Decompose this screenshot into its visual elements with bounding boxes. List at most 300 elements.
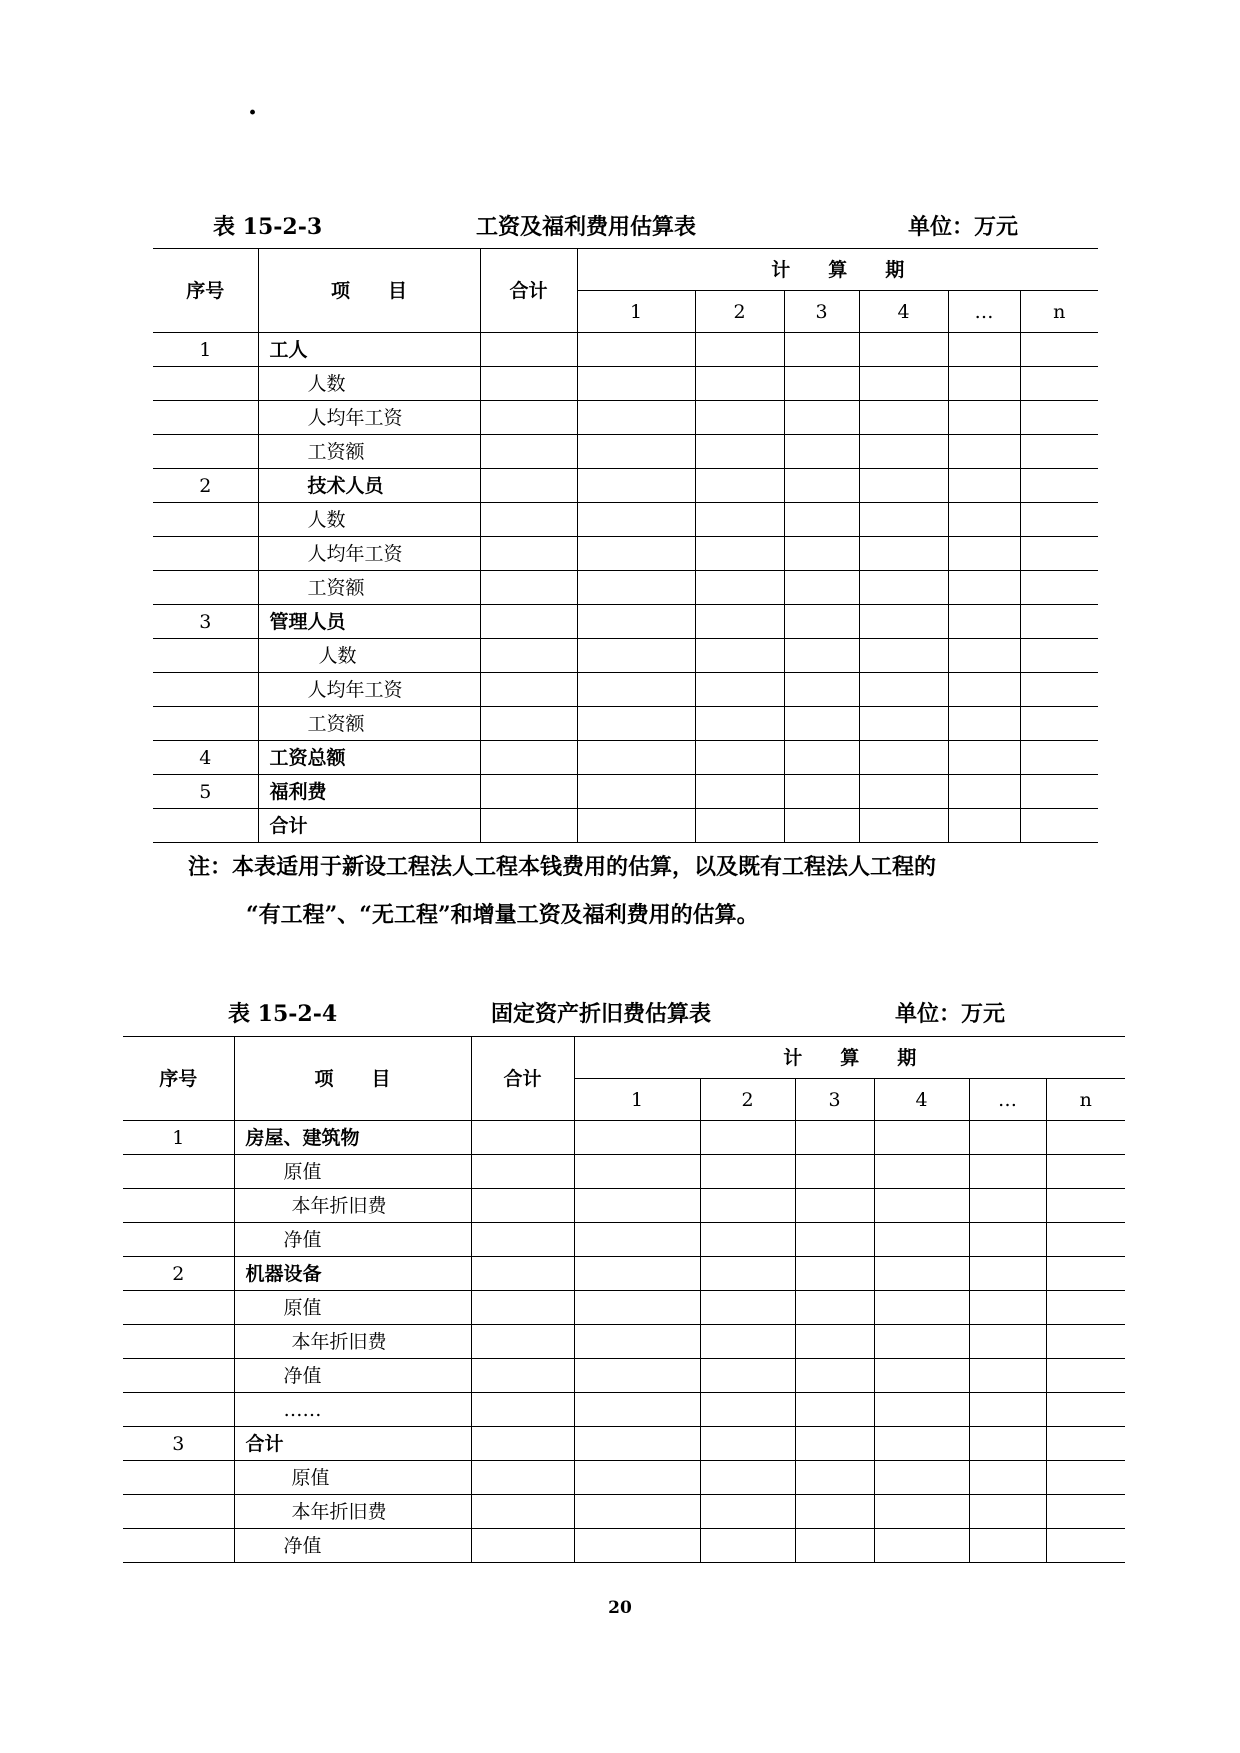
row-period-cell	[1046, 1257, 1125, 1291]
table-row	[153, 605, 1098, 639]
table-row	[123, 1121, 1125, 1155]
row-period-cell	[969, 1529, 1046, 1563]
row-period-cell	[700, 1359, 795, 1393]
row-item-label: 技术人员	[258, 469, 480, 503]
row-period-cell	[948, 775, 1020, 809]
row-period-cell	[695, 571, 784, 605]
row-period-cell	[969, 1325, 1046, 1359]
row-seq: 2	[123, 1257, 234, 1291]
row-period-cell	[695, 435, 784, 469]
row-period-cell	[577, 741, 695, 775]
row-period-cell	[577, 605, 695, 639]
row-period-cell	[695, 673, 784, 707]
table1-period-4: 4	[859, 291, 948, 333]
row-period-cell	[1046, 1393, 1125, 1427]
row-total-cell	[480, 775, 577, 809]
row-period-cell	[784, 707, 859, 741]
row-period-cell	[574, 1121, 700, 1155]
row-period-cell	[948, 537, 1020, 571]
row-period-cell	[577, 435, 695, 469]
row-period-cell	[1046, 1325, 1125, 1359]
row-period-cell	[795, 1291, 874, 1325]
table1-period-n: n	[1020, 291, 1098, 333]
row-seq: 5	[153, 775, 258, 809]
row-total-cell	[471, 1155, 574, 1189]
row-period-cell	[948, 333, 1020, 367]
row-period-cell	[795, 1461, 874, 1495]
row-period-cell	[784, 435, 859, 469]
row-period-cell	[1046, 1359, 1125, 1393]
table2-header-item: 项 目	[234, 1037, 471, 1121]
row-item-label: 房屋、建筑物	[234, 1121, 471, 1155]
row-seq: 1	[123, 1121, 234, 1155]
table2-caption	[123, 997, 1125, 1027]
row-period-cell	[577, 503, 695, 537]
row-period-cell	[574, 1257, 700, 1291]
row-item-label: 管理人员	[258, 605, 480, 639]
row-period-cell	[859, 537, 948, 571]
row-period-cell	[574, 1495, 700, 1529]
table2-period-2: 2	[700, 1079, 795, 1121]
row-period-cell	[1046, 1121, 1125, 1155]
row-total-cell	[480, 673, 577, 707]
row-period-cell	[784, 775, 859, 809]
row-seq: 3	[153, 605, 258, 639]
row-item-label: 工资额	[258, 435, 480, 469]
row-period-cell	[1020, 707, 1098, 741]
row-period-cell	[948, 809, 1020, 843]
row-period-cell	[1020, 503, 1098, 537]
row-item-label: 工资额	[258, 571, 480, 605]
table1-header-seq: 序号	[153, 249, 258, 333]
row-period-cell	[577, 775, 695, 809]
table2-period-ellipsis: …	[969, 1079, 1046, 1121]
row-period-cell	[784, 333, 859, 367]
row-seq	[153, 707, 258, 741]
row-period-cell	[874, 1393, 969, 1427]
row-period-cell	[1020, 605, 1098, 639]
row-period-cell	[795, 1189, 874, 1223]
row-period-cell	[577, 333, 695, 367]
row-period-cell	[969, 1461, 1046, 1495]
row-period-cell	[795, 1393, 874, 1427]
table-row	[153, 537, 1098, 571]
row-period-cell	[1020, 367, 1098, 401]
row-item-label: 人均年工资	[258, 673, 480, 707]
row-period-cell	[784, 367, 859, 401]
row-period-cell	[969, 1155, 1046, 1189]
row-period-cell	[969, 1495, 1046, 1529]
row-item-label: 净值	[234, 1529, 471, 1563]
table-row	[123, 1461, 1125, 1495]
row-seq	[123, 1495, 234, 1529]
row-period-cell	[784, 809, 859, 843]
row-total-cell	[480, 401, 577, 435]
row-period-cell	[695, 639, 784, 673]
table1-body	[153, 333, 1098, 843]
row-period-cell	[948, 367, 1020, 401]
row-seq	[123, 1155, 234, 1189]
row-total-cell	[480, 503, 577, 537]
row-period-cell	[1020, 401, 1098, 435]
row-period-cell	[874, 1359, 969, 1393]
row-period-cell	[948, 503, 1020, 537]
row-period-cell	[874, 1461, 969, 1495]
row-item-label: 净值	[234, 1359, 471, 1393]
row-period-cell	[874, 1257, 969, 1291]
row-seq	[123, 1393, 234, 1427]
row-period-cell	[574, 1461, 700, 1495]
row-total-cell	[471, 1189, 574, 1223]
row-total-cell	[480, 741, 577, 775]
table2-unit: 单位：万元	[895, 1001, 1006, 1027]
row-period-cell	[1046, 1291, 1125, 1325]
row-period-cell	[969, 1121, 1046, 1155]
table-row	[123, 1223, 1125, 1257]
row-period-cell	[948, 469, 1020, 503]
row-period-cell	[700, 1461, 795, 1495]
row-period-cell	[695, 741, 784, 775]
row-period-cell	[700, 1257, 795, 1291]
table-row	[123, 1257, 1125, 1291]
row-seq	[153, 571, 258, 605]
row-period-cell	[874, 1121, 969, 1155]
row-item-label: 人均年工资	[258, 537, 480, 571]
row-item-label: 原值	[234, 1291, 471, 1325]
row-seq	[153, 401, 258, 435]
row-period-cell	[859, 639, 948, 673]
table1	[153, 248, 1098, 843]
table-row	[153, 741, 1098, 775]
row-period-cell	[1020, 435, 1098, 469]
row-period-cell	[859, 707, 948, 741]
row-period-cell	[577, 639, 695, 673]
row-period-cell	[948, 605, 1020, 639]
row-total-cell	[471, 1495, 574, 1529]
row-total-cell	[471, 1121, 574, 1155]
row-period-cell	[874, 1189, 969, 1223]
row-total-cell	[471, 1427, 574, 1461]
row-seq: 2	[153, 469, 258, 503]
row-seq	[153, 367, 258, 401]
row-period-cell	[1020, 333, 1098, 367]
row-item-label: 工资总额	[258, 741, 480, 775]
row-period-cell	[574, 1291, 700, 1325]
row-seq: 3	[123, 1427, 234, 1461]
row-period-cell	[574, 1155, 700, 1189]
row-item-label: 原值	[234, 1461, 471, 1495]
table2-period-4: 4	[874, 1079, 969, 1121]
row-period-cell	[969, 1257, 1046, 1291]
row-item-label: 净值	[234, 1223, 471, 1257]
row-period-cell	[859, 775, 948, 809]
row-period-cell	[948, 639, 1020, 673]
row-period-cell	[948, 673, 1020, 707]
row-period-cell	[574, 1189, 700, 1223]
row-period-cell	[1046, 1461, 1125, 1495]
row-period-cell	[577, 367, 695, 401]
row-period-cell	[700, 1325, 795, 1359]
row-period-cell	[695, 503, 784, 537]
table-row	[123, 1291, 1125, 1325]
row-period-cell	[795, 1257, 874, 1291]
row-seq	[123, 1529, 234, 1563]
table2-body	[123, 1121, 1125, 1563]
row-period-cell	[859, 673, 948, 707]
table2-header-total: 合计	[471, 1037, 574, 1121]
row-period-cell	[795, 1155, 874, 1189]
table-row	[153, 333, 1098, 367]
table1-note-line1: 注：本表适用于新设工程法人工程本钱费用的估算，以及既有工程法人工程的	[188, 854, 937, 880]
row-period-cell	[574, 1325, 700, 1359]
row-period-cell	[969, 1359, 1046, 1393]
row-total-cell	[480, 469, 577, 503]
row-period-cell	[1020, 673, 1098, 707]
row-period-cell	[948, 707, 1020, 741]
row-total-cell	[480, 333, 577, 367]
table2-period-3: 3	[795, 1079, 874, 1121]
table1-period-2: 2	[695, 291, 784, 333]
row-total-cell	[471, 1257, 574, 1291]
row-seq	[153, 639, 258, 673]
table-row	[153, 809, 1098, 843]
table1-caption	[153, 210, 1098, 240]
row-seq	[153, 673, 258, 707]
row-period-cell	[795, 1223, 874, 1257]
row-total-cell	[471, 1325, 574, 1359]
row-item-label: 工人	[258, 333, 480, 367]
row-period-cell	[784, 503, 859, 537]
table1-header-item: 项 目	[258, 249, 480, 333]
row-period-cell	[859, 605, 948, 639]
row-period-cell	[859, 435, 948, 469]
table2-period-1: 1	[574, 1079, 700, 1121]
table-row	[123, 1189, 1125, 1223]
row-period-cell	[795, 1495, 874, 1529]
row-period-cell	[874, 1529, 969, 1563]
table-row	[153, 435, 1098, 469]
row-total-cell	[471, 1529, 574, 1563]
row-item-label: 机器设备	[234, 1257, 471, 1291]
row-item-label: 人数	[258, 639, 480, 673]
row-total-cell	[480, 571, 577, 605]
row-period-cell	[1020, 809, 1098, 843]
row-period-cell	[574, 1223, 700, 1257]
row-period-cell	[784, 537, 859, 571]
row-period-cell	[1020, 775, 1098, 809]
row-period-cell	[784, 741, 859, 775]
row-period-cell	[859, 503, 948, 537]
row-period-cell	[700, 1189, 795, 1223]
row-seq	[123, 1223, 234, 1257]
row-seq	[123, 1461, 234, 1495]
row-period-cell	[969, 1291, 1046, 1325]
row-period-cell	[784, 673, 859, 707]
row-total-cell	[471, 1223, 574, 1257]
table-row	[153, 503, 1098, 537]
row-period-cell	[1046, 1495, 1125, 1529]
row-period-cell	[784, 605, 859, 639]
row-period-cell	[795, 1359, 874, 1393]
row-period-cell	[700, 1223, 795, 1257]
table-row	[153, 639, 1098, 673]
row-period-cell	[874, 1427, 969, 1461]
row-period-cell	[700, 1393, 795, 1427]
row-period-cell	[784, 469, 859, 503]
row-period-cell	[695, 469, 784, 503]
row-total-cell	[471, 1393, 574, 1427]
table2-number: 表 15-2-4	[228, 1001, 338, 1027]
row-total-cell	[480, 435, 577, 469]
table-row	[153, 367, 1098, 401]
table1-unit: 单位：万元	[908, 214, 1019, 240]
row-seq	[123, 1325, 234, 1359]
row-period-cell	[1020, 571, 1098, 605]
row-period-cell	[695, 809, 784, 843]
table-row	[153, 401, 1098, 435]
row-item-label: 人数	[258, 367, 480, 401]
table2-header-period: 计算期	[574, 1037, 1125, 1079]
row-item-label: 本年折旧费	[234, 1325, 471, 1359]
row-period-cell	[695, 707, 784, 741]
row-item-label: 合计	[258, 809, 480, 843]
table-row	[153, 775, 1098, 809]
row-period-cell	[784, 401, 859, 435]
table-row	[153, 469, 1098, 503]
row-period-cell	[874, 1291, 969, 1325]
table1-period-3: 3	[784, 291, 859, 333]
row-period-cell	[574, 1393, 700, 1427]
row-item-label: 合计	[234, 1427, 471, 1461]
row-period-cell	[577, 809, 695, 843]
table-row	[153, 707, 1098, 741]
row-period-cell	[577, 537, 695, 571]
row-period-cell	[1020, 469, 1098, 503]
page-number: 20	[608, 1598, 632, 1618]
row-seq	[153, 537, 258, 571]
row-period-cell	[700, 1495, 795, 1529]
row-period-cell	[577, 673, 695, 707]
table-row	[123, 1155, 1125, 1189]
table1-header-total: 合计	[480, 249, 577, 333]
page-mark: ·	[248, 98, 258, 128]
row-period-cell	[784, 571, 859, 605]
row-item-label: ……	[234, 1393, 471, 1427]
table1-period-ellipsis: …	[948, 291, 1020, 333]
table2-title: 固定资产折旧费估算表	[491, 1001, 712, 1027]
table-row	[123, 1393, 1125, 1427]
row-total-cell	[471, 1359, 574, 1393]
row-total-cell	[480, 537, 577, 571]
row-seq	[123, 1291, 234, 1325]
row-period-cell	[695, 367, 784, 401]
table1-number: 表 15-2-3	[213, 214, 323, 240]
row-item-label: 本年折旧费	[234, 1495, 471, 1529]
table-row	[123, 1529, 1125, 1563]
row-period-cell	[948, 401, 1020, 435]
row-item-label: 人均年工资	[258, 401, 480, 435]
row-period-cell	[695, 401, 784, 435]
row-period-cell	[577, 401, 695, 435]
row-period-cell	[1046, 1223, 1125, 1257]
row-seq: 1	[153, 333, 258, 367]
row-total-cell	[480, 639, 577, 673]
table1-header-period: 计算期	[577, 249, 1098, 291]
row-period-cell	[859, 469, 948, 503]
row-item-label: 原值	[234, 1155, 471, 1189]
row-period-cell	[577, 571, 695, 605]
row-period-cell	[574, 1427, 700, 1461]
row-period-cell	[700, 1291, 795, 1325]
row-period-cell	[1046, 1529, 1125, 1563]
row-item-label: 人数	[258, 503, 480, 537]
row-period-cell	[795, 1325, 874, 1359]
table-row	[123, 1359, 1125, 1393]
table-row	[123, 1495, 1125, 1529]
row-period-cell	[948, 741, 1020, 775]
row-total-cell	[480, 367, 577, 401]
row-period-cell	[859, 333, 948, 367]
row-period-cell	[969, 1427, 1046, 1461]
row-item-label: 本年折旧费	[234, 1189, 471, 1223]
row-period-cell	[948, 571, 1020, 605]
row-total-cell	[480, 707, 577, 741]
row-seq	[123, 1189, 234, 1223]
row-period-cell	[795, 1121, 874, 1155]
row-period-cell	[695, 537, 784, 571]
table1-note-line2: “有工程”、“无工程”和增量工资及福利费用的估算。	[246, 902, 759, 928]
table-row	[153, 571, 1098, 605]
row-period-cell	[874, 1495, 969, 1529]
row-total-cell	[471, 1461, 574, 1495]
row-period-cell	[695, 605, 784, 639]
row-seq	[153, 809, 258, 843]
row-period-cell	[700, 1427, 795, 1461]
row-period-cell	[574, 1529, 700, 1563]
row-item-label: 福利费	[258, 775, 480, 809]
row-period-cell	[874, 1325, 969, 1359]
row-period-cell	[874, 1155, 969, 1189]
row-period-cell	[859, 741, 948, 775]
row-period-cell	[700, 1121, 795, 1155]
table-row	[153, 673, 1098, 707]
row-period-cell	[795, 1529, 874, 1563]
row-period-cell	[695, 333, 784, 367]
row-period-cell	[577, 707, 695, 741]
row-period-cell	[700, 1529, 795, 1563]
row-period-cell	[577, 469, 695, 503]
row-period-cell	[874, 1223, 969, 1257]
table-row	[123, 1325, 1125, 1359]
row-seq: 4	[153, 741, 258, 775]
row-seq	[123, 1359, 234, 1393]
table-row	[123, 1427, 1125, 1461]
row-period-cell	[700, 1155, 795, 1189]
row-seq	[153, 503, 258, 537]
row-period-cell	[859, 367, 948, 401]
row-period-cell	[1020, 741, 1098, 775]
row-period-cell	[1046, 1189, 1125, 1223]
row-period-cell	[859, 809, 948, 843]
row-period-cell	[969, 1223, 1046, 1257]
row-item-label: 工资额	[258, 707, 480, 741]
row-period-cell	[969, 1189, 1046, 1223]
table2	[123, 1036, 1125, 1563]
row-period-cell	[948, 435, 1020, 469]
table2-period-n: n	[1046, 1079, 1125, 1121]
row-period-cell	[695, 775, 784, 809]
row-period-cell	[859, 401, 948, 435]
